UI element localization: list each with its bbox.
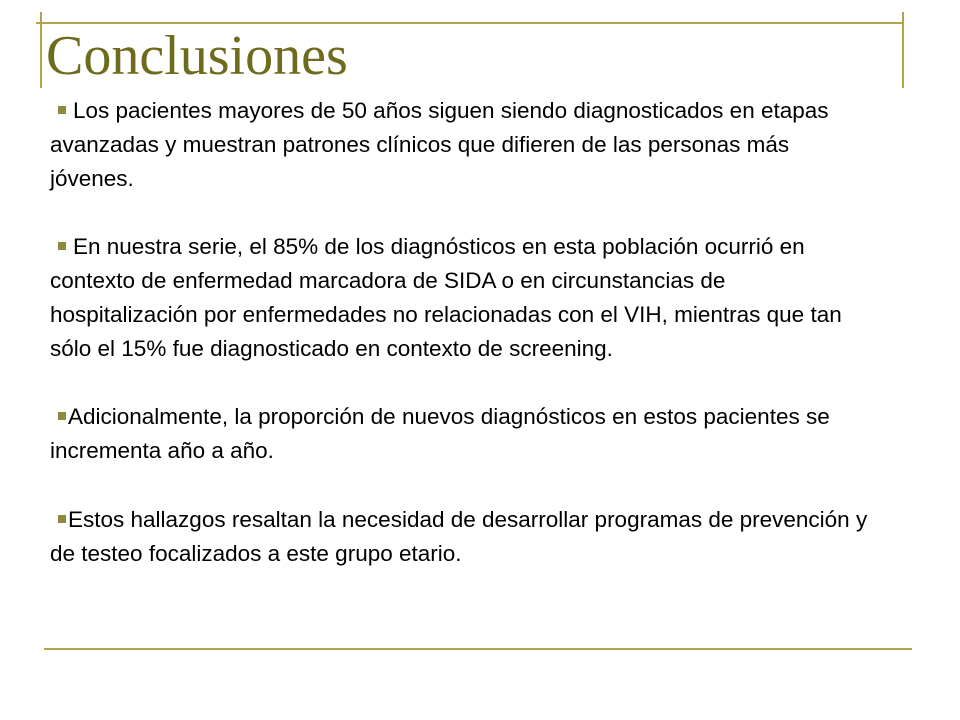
- bullet-item: [50, 230, 876, 366]
- square-bullet-icon: [58, 412, 66, 420]
- square-bullet-icon: [58, 242, 66, 250]
- bottom-divider: [44, 648, 912, 650]
- slide-title: Conclusiones: [46, 25, 348, 87]
- bullet-text: Estos hallazgos resaltan la necesidad de desarrollar programas de prevención y de testeo focalizados a este grupo etario.: [50, 507, 868, 566]
- left-accent-line: [40, 12, 42, 88]
- bullet-item: [50, 400, 876, 468]
- square-bullet-icon: [58, 515, 66, 523]
- bullet-text: Adicionalmente, la proporción de nuevos diagnósticos en estos pacientes se incrementa año a año.: [50, 404, 830, 463]
- right-accent-line: [902, 12, 904, 88]
- bullet-item: [50, 503, 876, 571]
- bullet-list: [50, 94, 876, 571]
- bullet-text: En nuestra serie, el 85% de los diagnósticos en esta población ocurrió en contexto de enfermedad marcadora de SIDA o en circunstancias de hospitalización por enfermedades no relacionadas con el VIH, mientras que tan sólo el 15% fue diagnosticado en contexto de screening.: [50, 234, 842, 361]
- bullet-text: Los pacientes mayores de 50 años siguen siendo diagnosticados en etapas avanzadas y muestran patrones clínicos que difieren de las personas más jóvenes.: [50, 98, 829, 191]
- square-bullet-icon: [58, 106, 66, 114]
- bullet-item: [50, 94, 876, 196]
